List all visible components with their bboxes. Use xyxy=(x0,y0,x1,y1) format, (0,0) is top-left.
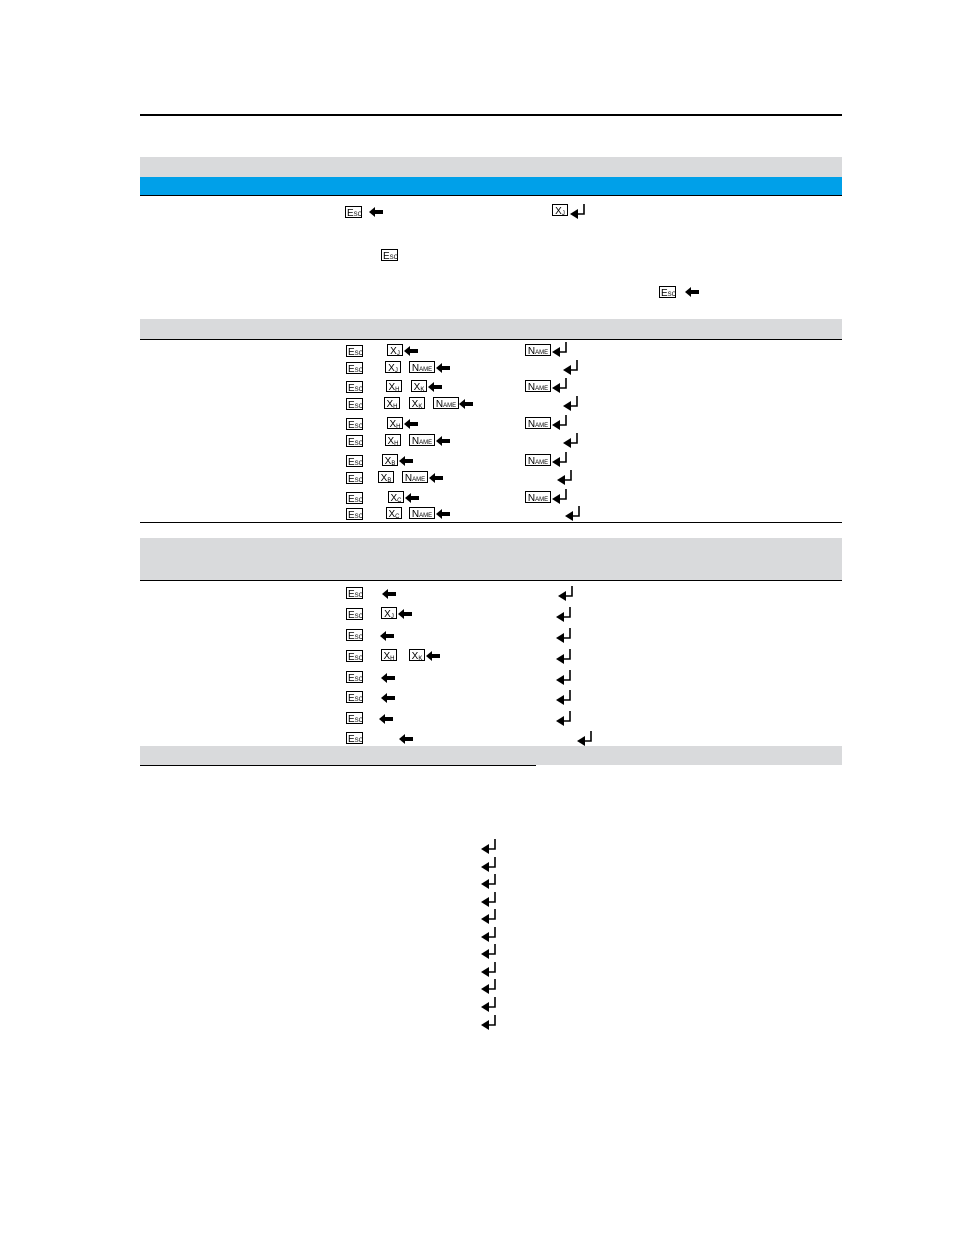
esc-key: ESC xyxy=(348,494,364,505)
name-key: NAME xyxy=(409,361,435,373)
xh-key: XH xyxy=(381,649,397,661)
name-key: NAME xyxy=(525,454,551,466)
left-arrow-icon xyxy=(382,589,396,599)
name-key: NAME xyxy=(409,507,435,519)
enter-key-icon xyxy=(481,1014,497,1030)
enter-key-icon xyxy=(556,627,572,643)
esc-key: ESC xyxy=(348,652,364,663)
esc-key: ESC xyxy=(348,383,364,394)
enter-key-icon xyxy=(481,856,497,872)
blue-band-rule xyxy=(140,195,842,196)
name-key: NAME xyxy=(402,471,428,483)
xh-key: XH xyxy=(386,380,402,392)
left-arrow-icon xyxy=(426,651,440,661)
esc-key: ESC xyxy=(383,251,399,262)
esc-key: ESC xyxy=(348,420,364,431)
esc-key: ESC xyxy=(348,400,364,411)
enter-key-icon xyxy=(565,505,581,521)
xb-key: XB xyxy=(382,454,398,466)
enter-key-icon xyxy=(552,377,568,393)
name-key: NAME xyxy=(433,397,459,409)
section-rule-2 xyxy=(140,522,842,523)
esc-key: ESC xyxy=(348,734,364,745)
left-arrow-icon xyxy=(399,456,413,466)
esc-key: ESC xyxy=(661,288,677,299)
section-gray-band-2 xyxy=(140,538,842,580)
esc-key: ESC xyxy=(348,714,364,725)
enter-key-icon xyxy=(552,451,568,467)
enter-key-icon xyxy=(563,395,579,411)
xb-key: XB xyxy=(378,471,394,483)
section-rule-1 xyxy=(140,339,842,340)
enter-key-icon xyxy=(481,908,497,924)
footer-rule xyxy=(140,765,536,766)
enter-key-icon xyxy=(563,359,579,375)
esc-key: ESC xyxy=(348,693,364,704)
enter-key-icon xyxy=(481,926,497,942)
enter-key-icon xyxy=(481,961,497,977)
left-arrow-icon xyxy=(404,419,418,429)
enter-key-icon xyxy=(557,469,573,485)
esc-key: ESC xyxy=(348,437,364,448)
left-arrow-icon xyxy=(399,734,413,744)
left-arrow-icon xyxy=(459,399,473,409)
xj-key: XJ xyxy=(552,204,568,216)
left-arrow-icon xyxy=(436,509,450,519)
esc-key: ESC xyxy=(348,474,364,485)
xc-key: XC xyxy=(386,507,402,519)
left-arrow-icon xyxy=(379,714,393,724)
xj-key: XJ xyxy=(387,344,403,356)
enter-key-icon xyxy=(556,689,572,705)
left-arrow-icon xyxy=(381,693,395,703)
esc-key: ESC xyxy=(348,610,364,621)
header-blue-band xyxy=(140,177,842,195)
enter-key-icon xyxy=(481,943,497,959)
enter-key-icon xyxy=(577,730,593,746)
xh-key: XH xyxy=(385,434,401,446)
name-key: NAME xyxy=(525,344,551,356)
left-arrow-icon xyxy=(380,631,394,641)
left-arrow-icon xyxy=(436,436,450,446)
left-arrow-icon xyxy=(685,287,699,297)
esc-key: ESC xyxy=(347,208,363,219)
left-arrow-icon xyxy=(398,609,412,619)
left-arrow-icon xyxy=(405,493,419,503)
esc-key: ESC xyxy=(348,510,364,521)
enter-key-icon xyxy=(570,203,586,219)
left-arrow-icon xyxy=(404,346,418,356)
xj-key: XJ xyxy=(381,607,397,619)
enter-key-icon xyxy=(481,891,497,907)
footer-gray-band xyxy=(140,746,842,765)
header-gray-band xyxy=(140,157,842,177)
enter-key-icon xyxy=(558,585,574,601)
left-arrow-icon xyxy=(381,673,395,683)
name-key: NAME xyxy=(409,434,435,446)
name-key: NAME xyxy=(525,417,551,429)
xk-key: XK xyxy=(409,649,425,661)
enter-key-icon xyxy=(552,414,568,430)
top-rule xyxy=(140,114,842,116)
left-arrow-icon xyxy=(429,473,443,483)
enter-key-icon xyxy=(563,432,579,448)
section-rule-3 xyxy=(140,580,842,581)
xk-key: XK xyxy=(411,380,427,392)
xh-key: XH xyxy=(387,417,403,429)
enter-key-icon xyxy=(556,648,572,664)
enter-key-icon xyxy=(481,978,497,994)
enter-key-icon xyxy=(556,669,572,685)
enter-key-icon xyxy=(556,606,572,622)
xh-key: XH xyxy=(384,397,400,409)
name-key: NAME xyxy=(525,491,551,503)
enter-key-icon xyxy=(481,996,497,1012)
name-key: NAME xyxy=(525,380,551,392)
left-arrow-icon xyxy=(436,363,450,373)
xc-key: XC xyxy=(388,491,404,503)
section-gray-band-1 xyxy=(140,319,842,339)
enter-key-icon xyxy=(552,488,568,504)
esc-key: ESC xyxy=(348,364,364,375)
enter-key-icon xyxy=(552,341,568,357)
left-arrow-icon xyxy=(428,382,442,392)
esc-key: ESC xyxy=(348,457,364,468)
xk-key: XK xyxy=(409,397,425,409)
enter-key-icon xyxy=(481,873,497,889)
esc-key: ESC xyxy=(348,631,364,642)
esc-key: ESC xyxy=(348,589,364,600)
left-arrow-icon xyxy=(369,207,383,217)
xj-key: XJ xyxy=(385,361,401,373)
enter-key-icon xyxy=(481,838,497,854)
esc-key: ESC xyxy=(348,347,364,358)
enter-key-icon xyxy=(556,710,572,726)
esc-key: ESC xyxy=(348,673,364,684)
